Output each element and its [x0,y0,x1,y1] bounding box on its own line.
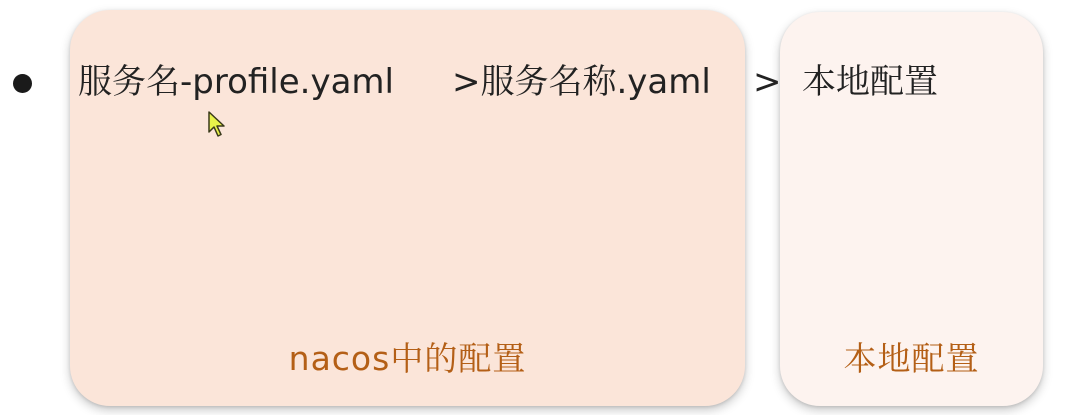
service-name-yaml-label: >服务名称.yaml [452,62,711,102]
local-config-label: 本地配置 [802,62,938,102]
profile-yaml-label: 服务名-profile.yaml [78,62,394,102]
local-config-caption: 本地配置 [843,339,980,378]
mouse-pointer-icon [207,110,229,138]
bullet-point [13,74,32,93]
greater-than-separator: > [753,62,782,102]
nacos-config-caption: nacos中的配置 [288,339,527,378]
